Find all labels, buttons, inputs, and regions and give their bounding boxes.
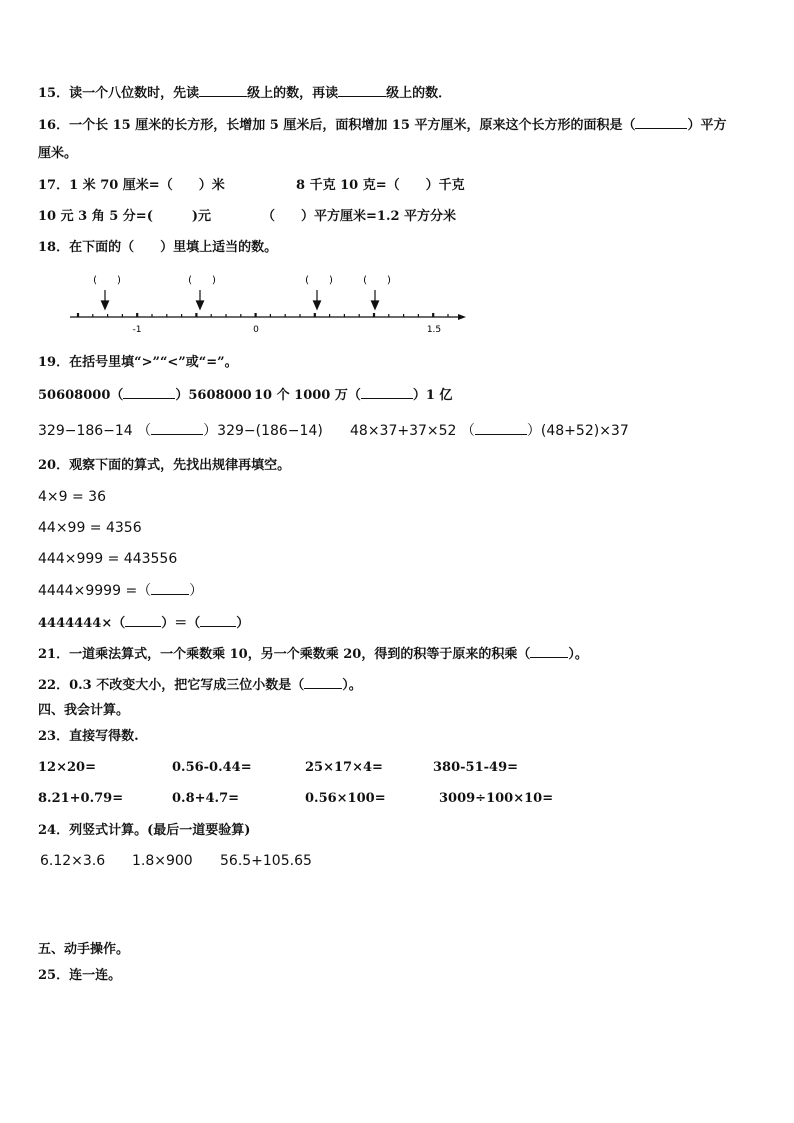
q19-row1b	[254, 386, 452, 404]
q20-line-4-text: 4444×9999 =（	[38, 583, 152, 599]
q21-blank[interactable]	[530, 645, 568, 658]
number-line-arrowhead	[458, 314, 466, 320]
q19-r2b-blank[interactable]	[475, 422, 527, 435]
q23-item-4: 380-51-49=	[433, 760, 519, 775]
q19-r1b-left: 10 个 1000 万（	[254, 388, 361, 403]
q19-r2a-left: 329−186−14 （	[38, 423, 152, 439]
tick-label-neg1: -1	[132, 325, 142, 335]
q19-r2a-blank[interactable]	[151, 422, 203, 435]
q20-line-4	[38, 582, 203, 599]
number-line-answer-bracket[interactable]: ( )	[188, 275, 216, 286]
q16-text: 16．一个长 15 厘米的长方形，长增加 5 厘米后，面积增加 15 平方厘米，原来这个长方形的面积是（	[38, 118, 636, 133]
q25-text: 25．连一连。	[38, 968, 122, 983]
q20-line-5c: ）	[236, 616, 250, 631]
q24-item-3: 56.5+105.65	[220, 853, 312, 869]
number-line-answer-bracket[interactable]: ( )	[363, 275, 391, 286]
q15-mid: 级上的数，再读	[247, 86, 339, 101]
number-line-answer-bracket[interactable]: ( )	[305, 275, 333, 286]
q20-line-5b: ）＝（	[161, 616, 201, 631]
q20-line-4-end: ）	[189, 583, 204, 599]
question-21	[38, 645, 588, 663]
q22-end: ）。	[342, 678, 362, 693]
q23-item-1: 12×20=	[38, 760, 96, 775]
q19-r1a-left: 50608000（	[38, 388, 124, 403]
q17-b: 8 千克 10 克=（ ）千克	[296, 178, 465, 193]
tick-label-0: 0	[253, 325, 259, 335]
q20-line-3: 444×999 = 443556	[38, 551, 178, 567]
q19-r1b-blank[interactable]	[361, 386, 413, 399]
q24-item-2: 1.8×900	[132, 853, 193, 869]
number-line-figure	[60, 268, 480, 340]
q19-r2b-right: ）(48+52)×37	[526, 423, 629, 439]
q17-d: （ ）平方厘米=1.2 平方分米	[262, 209, 457, 224]
q20-line-5	[38, 614, 249, 632]
q20-line-4-blank[interactable]	[151, 582, 189, 595]
q19-r1a-blank[interactable]	[123, 386, 175, 399]
section-4-heading: 四、我会计算。	[38, 703, 130, 718]
question-22	[38, 676, 362, 694]
q15-blank-1[interactable]	[199, 84, 247, 97]
q17-a: 17．1 米 70 厘米=（ ）米	[38, 178, 225, 193]
q19-r2a-right: ）329−(186−14)	[203, 423, 323, 439]
number-line-pointer-arrowhead	[372, 301, 379, 309]
q21-end: ）。	[568, 647, 588, 662]
q20-line-1: 4×9 = 36	[38, 489, 106, 505]
q20-text: 20．观察下面的算式，先找出规律再填空。	[38, 458, 291, 473]
number-line-pointer-arrowhead	[102, 301, 109, 309]
q20-line-5-blank-1[interactable]	[125, 614, 161, 627]
q16-line2: 厘米。	[38, 146, 78, 161]
q20-line-2: 44×99 = 4356	[38, 520, 142, 536]
q17-c: 10 元 3 角 5 分=( )元	[38, 209, 212, 224]
q19-row2a	[38, 422, 323, 439]
q19-row2b	[350, 422, 629, 439]
q23-item-2: 0.56-0.44=	[172, 760, 252, 775]
number-line-pointer-arrowhead	[197, 301, 204, 309]
q19-text: 19．在括号里填“>”“<”或“=”。	[38, 355, 238, 370]
q23-item-6: 0.8+4.7=	[172, 791, 240, 806]
q24-text: 24．列竖式计算。(最后一道要验算)	[38, 823, 251, 838]
tick-label-1-5: 1.5	[426, 325, 442, 335]
q23-item-7: 0.56×100=	[305, 791, 386, 806]
question-15	[38, 84, 451, 102]
q19-r1b-right: ）1 亿	[412, 388, 453, 403]
q23-text: 23．直接写得数.	[38, 729, 139, 744]
q23-item-3: 25×17×4=	[305, 760, 383, 775]
q18-text: 18．在下面的（ ）里填上适当的数。	[38, 240, 278, 255]
section-5-heading: 五、动手操作。	[38, 942, 130, 957]
number-line-answer-bracket[interactable]: ( )	[93, 275, 121, 286]
q16-suffix: ）平方	[687, 118, 727, 133]
q16-blank[interactable]	[635, 116, 687, 129]
q22-blank[interactable]	[304, 676, 342, 689]
q15-prefix: 15．读一个八位数时，先读	[38, 86, 200, 101]
q15-suffix: 级上的数．	[386, 86, 452, 101]
q24-item-1: 6.12×3.6	[40, 853, 106, 869]
q19-row1a	[38, 386, 252, 404]
q23-item-5: 8.21+0.79=	[38, 791, 124, 806]
q23-item-8: 3009÷100×10=	[439, 791, 554, 806]
q20-line-5a: 4444444×（	[38, 616, 126, 631]
q21-text: 21．一道乘法算式，一个乘数乘 10，另一个乘数乘 20，得到的积等于原来的积乘（	[38, 647, 531, 662]
q22-text: 22．0.3 不改变大小，把它写成三位小数是（	[38, 678, 305, 693]
q19-r1a-right: ）5608000	[175, 388, 252, 403]
number-line-pointer-arrowhead	[314, 301, 321, 309]
question-16	[38, 116, 727, 134]
q15-blank-2[interactable]	[338, 84, 386, 97]
q20-line-5-blank-2[interactable]	[200, 614, 236, 627]
q19-r2b-left: 48×37+37×52 （	[350, 423, 475, 439]
